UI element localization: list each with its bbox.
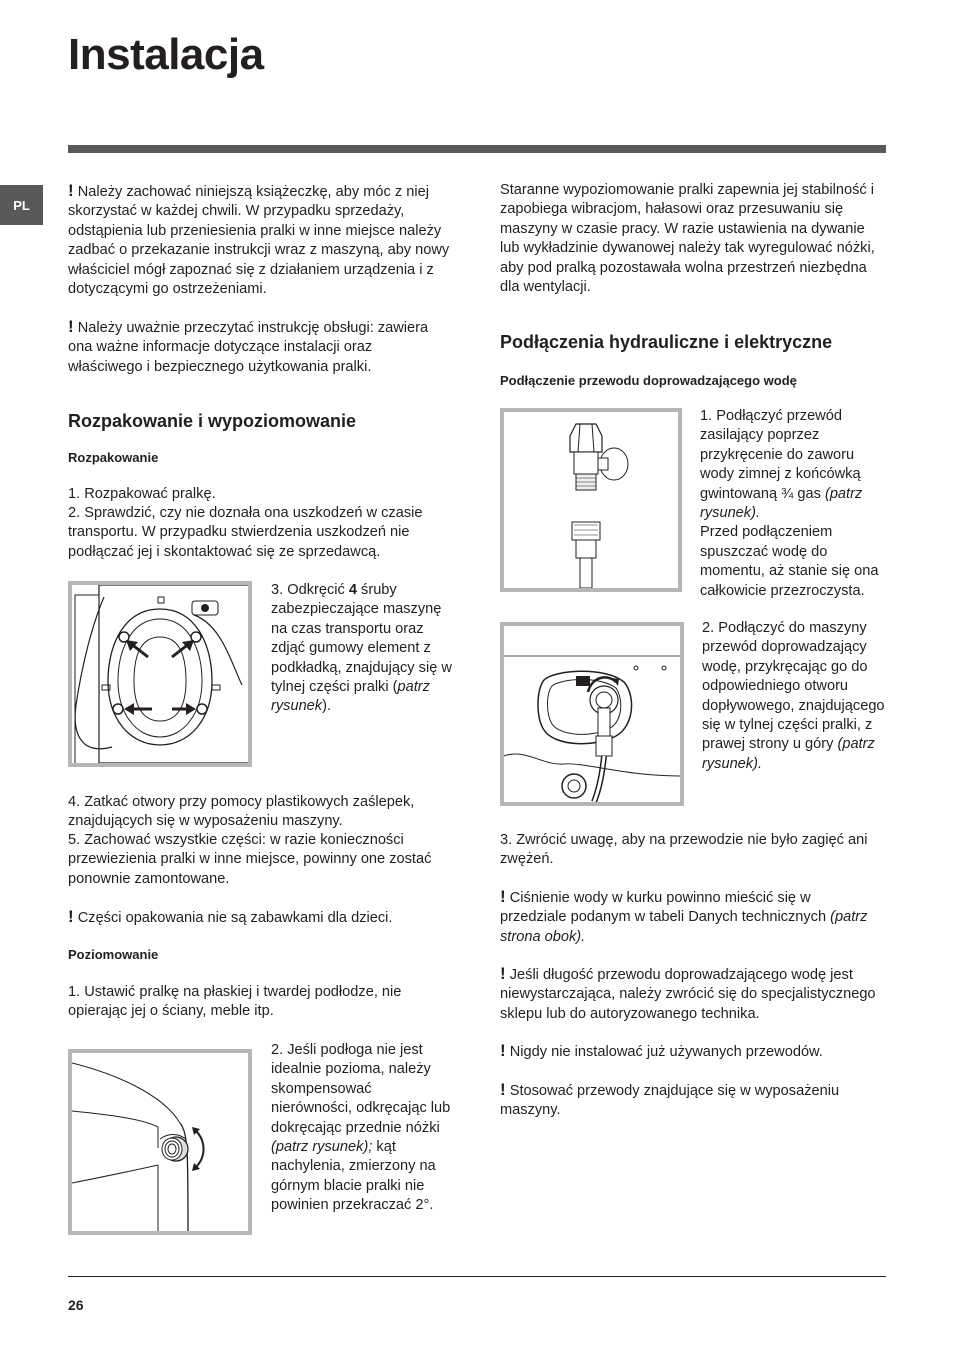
washer-back-illustration [68, 581, 252, 767]
unpack-step-4: 4. Zatkać otwory przy pomocy plastikowych zaślepek, znajdujących się w wyposażeniu maszyny. [68, 794, 415, 830]
section-hydraulic-title: Podłączenia hydrauliczne i elektryczne [500, 332, 833, 352]
language-tab: PL [0, 185, 43, 225]
warning-icon: ! [500, 964, 506, 983]
subsection-water-hose: Podłączenie przewodu doprowadzającego wodę [500, 373, 797, 388]
warning-pressure: ! Ciśnienie wody w kurku powinno mieścić się w przedziale podanym w tabeli Danych technicznych (patrz strona obok). [500, 887, 868, 945]
page-number: 26 [68, 1297, 84, 1313]
warning-packaging: ! Części opakowania nie są zabawkami dla dzieci. [68, 907, 393, 926]
warning-keep-manual: ! Należy zachować niniejszą książeczkę, aby móc z niej skorzystać w każdej chwili. W przypadku sprzedaży, odstąpienia lub przeniesienia pralki w inne miejsce należy zadbać o przekazanie instrukcji wraz z maszyną, aby nowy właściciel mógł zapoznać się z działaniem urządzenia i z dotyczącymi go ostrzeżeniami. [68, 181, 450, 298]
unpack-step-2: 2. Sprawdzić, czy nie doznała ona uszkodzeń w czasie transportu. W przypadku stwierdzenia uszkodzeń nie podłączać jej i skontaktować się ze sprzedawcą. [68, 505, 423, 560]
page-title: Instalacja [68, 30, 264, 79]
warning-icon: ! [500, 1041, 506, 1060]
washer-foot-illustration [68, 1049, 252, 1235]
warning-used-hoses: ! Nigdy nie instalować już używanych przewodów. [500, 1041, 823, 1060]
header-bar [68, 145, 886, 153]
section-unpacking-title: Rozpakowanie i wypoziomowanie [68, 411, 357, 431]
warning-icon: ! [68, 317, 74, 336]
unpack-step-1: 1. Rozpakować pralkę. [68, 486, 216, 502]
water-tap-illustration [500, 408, 682, 592]
unpack-step-3: 3. Odkręcić 4 śruby zabezpieczające maszynę na czas transportu oraz zdjąć gumowy element z podkładką, znajdujący się w tylnej części pralki (patrz rysunek). [271, 582, 452, 715]
warning-icon: ! [68, 181, 74, 200]
level-step-2: 2. Jeśli podłoga nie jest idealnie pozioma, należy skompensować nierówności, odkręcając lub dokręcając przednie nóżki (patrz rysunek); kąt nachylenia, zmierzony na górnym blacie pralki nie powinien przekraczać 2°. [271, 1042, 451, 1214]
level-step-1: 1. Ustawić pralkę na płaskiej i twardej podłodze, nie opierając jej o ściany, meble itp. [68, 984, 402, 1020]
leveling-intro: Staranne wypoziomowanie pralki zapewnia jej stabilność i zapobiega wibracjom, hałasowi oraz przesuwaniu się maszyny w czasie pracy. W razie ustawienia na dywanie lub wykładzinie dywanowej należy tak wyregulować nóżki, aby pod pralką pozostawała wolna przestrzeń niezbędna dla wentylacji. [500, 182, 875, 296]
warning-supplied-hoses: ! Stosować przewody znajdujące się w wyposażeniu maszyny. [500, 1080, 840, 1119]
unpack-step-5: 5. Zachować wszystkie części: w razie konieczności przewiezienia pralki w inne miejsce, powinny one zostać ponownie zamontowane. [68, 832, 432, 887]
warning-read-manual: ! Należy uważnie przeczytać instrukcję obsługi: zawiera ona ważne informacje dotyczące instalacji oraz właściwego i bezpiecznego użytkowania pralki. [68, 317, 429, 375]
warning-icon: ! [500, 1080, 506, 1099]
hose-inlet-illustration [500, 622, 684, 806]
hydraulic-step-3: 3. Zwrócić uwagę, aby na przewodzie nie było zagięć ani zwężeń. [500, 832, 868, 868]
warning-hose-length: ! Jeśli długość przewodu doprowadzającego wodę jest niewystarczająca, należy zwrócić się do specjalistycznego sklepu lub do autoryzowanego technika. [500, 964, 876, 1022]
warning-icon: ! [68, 907, 74, 926]
footer-divider [68, 1276, 886, 1277]
hydraulic-step-1: 1. Podłączyć przewód zasilający poprzez przykręcenie do zaworu wody zimnej z końcówką gwintowaną ¾ gas (patrz rysunek). Przed podłączeniem spuszczać wodę do momentu, aż stanie się ona całkowicie przezroczysta. [700, 408, 879, 599]
hydraulic-step-2: 2. Podłączyć do maszyny przewód doprowadzający wodę, przykręcając go do odpowiedniego otworu dopływowego, znajdującego się w tylnej części pralki, z prawej strony u góry (patrz rysunek). [702, 620, 885, 772]
subsection-unpacking: Rozpakowanie [68, 450, 159, 465]
warning-icon: ! [500, 887, 506, 906]
subsection-leveling: Poziomowanie [68, 947, 159, 962]
